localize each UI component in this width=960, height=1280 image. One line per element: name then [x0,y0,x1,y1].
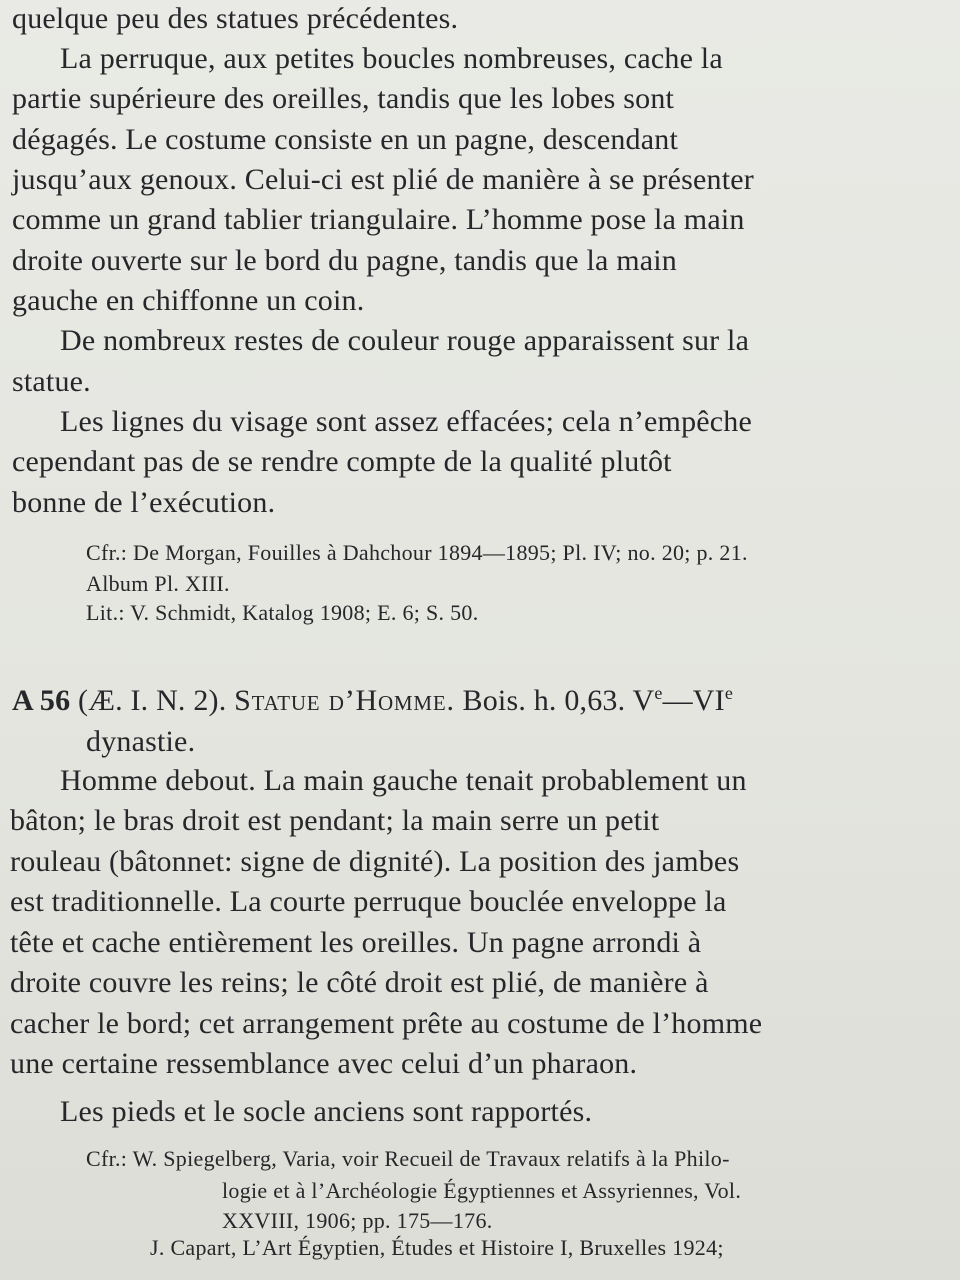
text-line: De nombreux restes de couleur rouge apparaissent sur la [60,324,750,357]
entry-material-height: Bois. h. 0,63. [462,684,626,717]
text-line: quelque peu des statues précédentes. [12,2,459,35]
reference-line: Album Pl. XIII. [86,571,230,596]
entry-inventory: (Æ. I. N. 2). [78,684,227,717]
text-line: tête et cache entièrement les oreilles. Un pagne arrondi à [10,926,702,959]
text-line: est traditionnelle. La courte perruque bouclée enveloppe la [10,885,727,918]
text-line: gauche en chiffonne un coin. [12,284,365,317]
reference-line: Cfr.: De Morgan, Fouilles à Dahchour 1894—1895; Pl. IV; no. 20; p. 21. [86,540,748,565]
reference-line: XXVIII, 1906; pp. 175—176. [222,1208,493,1233]
entry-dynasty-label: dynastie. [86,725,196,758]
text-line: cacher le bord; cet arrangement prête au costume de l’homme [10,1007,763,1040]
reference-line: logie et à l’Archéologie Égyptiennes et Assyriennes, Vol. [222,1178,742,1203]
text-line: partie supérieure des oreilles, tandis que les lobes sont [12,82,675,115]
text-line: cependant pas de se rendre compte de la qualité plutôt [12,445,672,478]
text-line: rouleau (bâtonnet: signe de dignité). La position des jambes [10,845,740,878]
reference-line: J. Capart, L’Art Égyptien, Études et Histoire I, Bruxelles 1924; [150,1235,724,1260]
text-line: comme un grand tablier triangulaire. L’homme pose la main [12,203,745,236]
text-line: Homme debout. La main gauche tenait probablement un [60,764,747,797]
text-line: statue. [12,365,91,398]
reference-line: Lit.: V. Schmidt, Katalog 1908; E. 6; S. 50. [86,600,479,625]
text-line: droite couvre les reins; le côté droit est plié, de manière à [10,966,709,999]
text-line: bonne de l’exécution. [12,486,276,519]
text-line: une certaine ressemblance avec celui d’un pharaon. [10,1047,638,1080]
entry-dynasty: Ve—VIe [632,683,734,717]
text-line: Les lignes du visage sont assez effacées; cela n’empêche [60,405,753,438]
text-line: jusqu’aux genoux. Celui-ci est plié de manière à se présenter [12,163,754,196]
text-line: dégagés. Le costume consiste en un pagne, descendant [12,123,679,156]
text-line: Les pieds et le socle anciens sont rapportés. [60,1095,593,1128]
entry-number: A 56 [12,684,71,717]
entry-heading [12,683,734,717]
reference-line: Cfr.: W. Spiegelberg, Varia, voir Recueil de Travaux relatifs à la Philo- [86,1146,730,1171]
entry-title: Statue d’Homme. [234,684,455,717]
text-line: droite ouverte sur le bord du pagne, tandis que la main [12,244,677,277]
text-line: La perruque, aux petites boucles nombreuses, cache la [60,42,723,75]
text-line: bâton; le bras droit est pendant; la main serre un petit [10,804,660,837]
